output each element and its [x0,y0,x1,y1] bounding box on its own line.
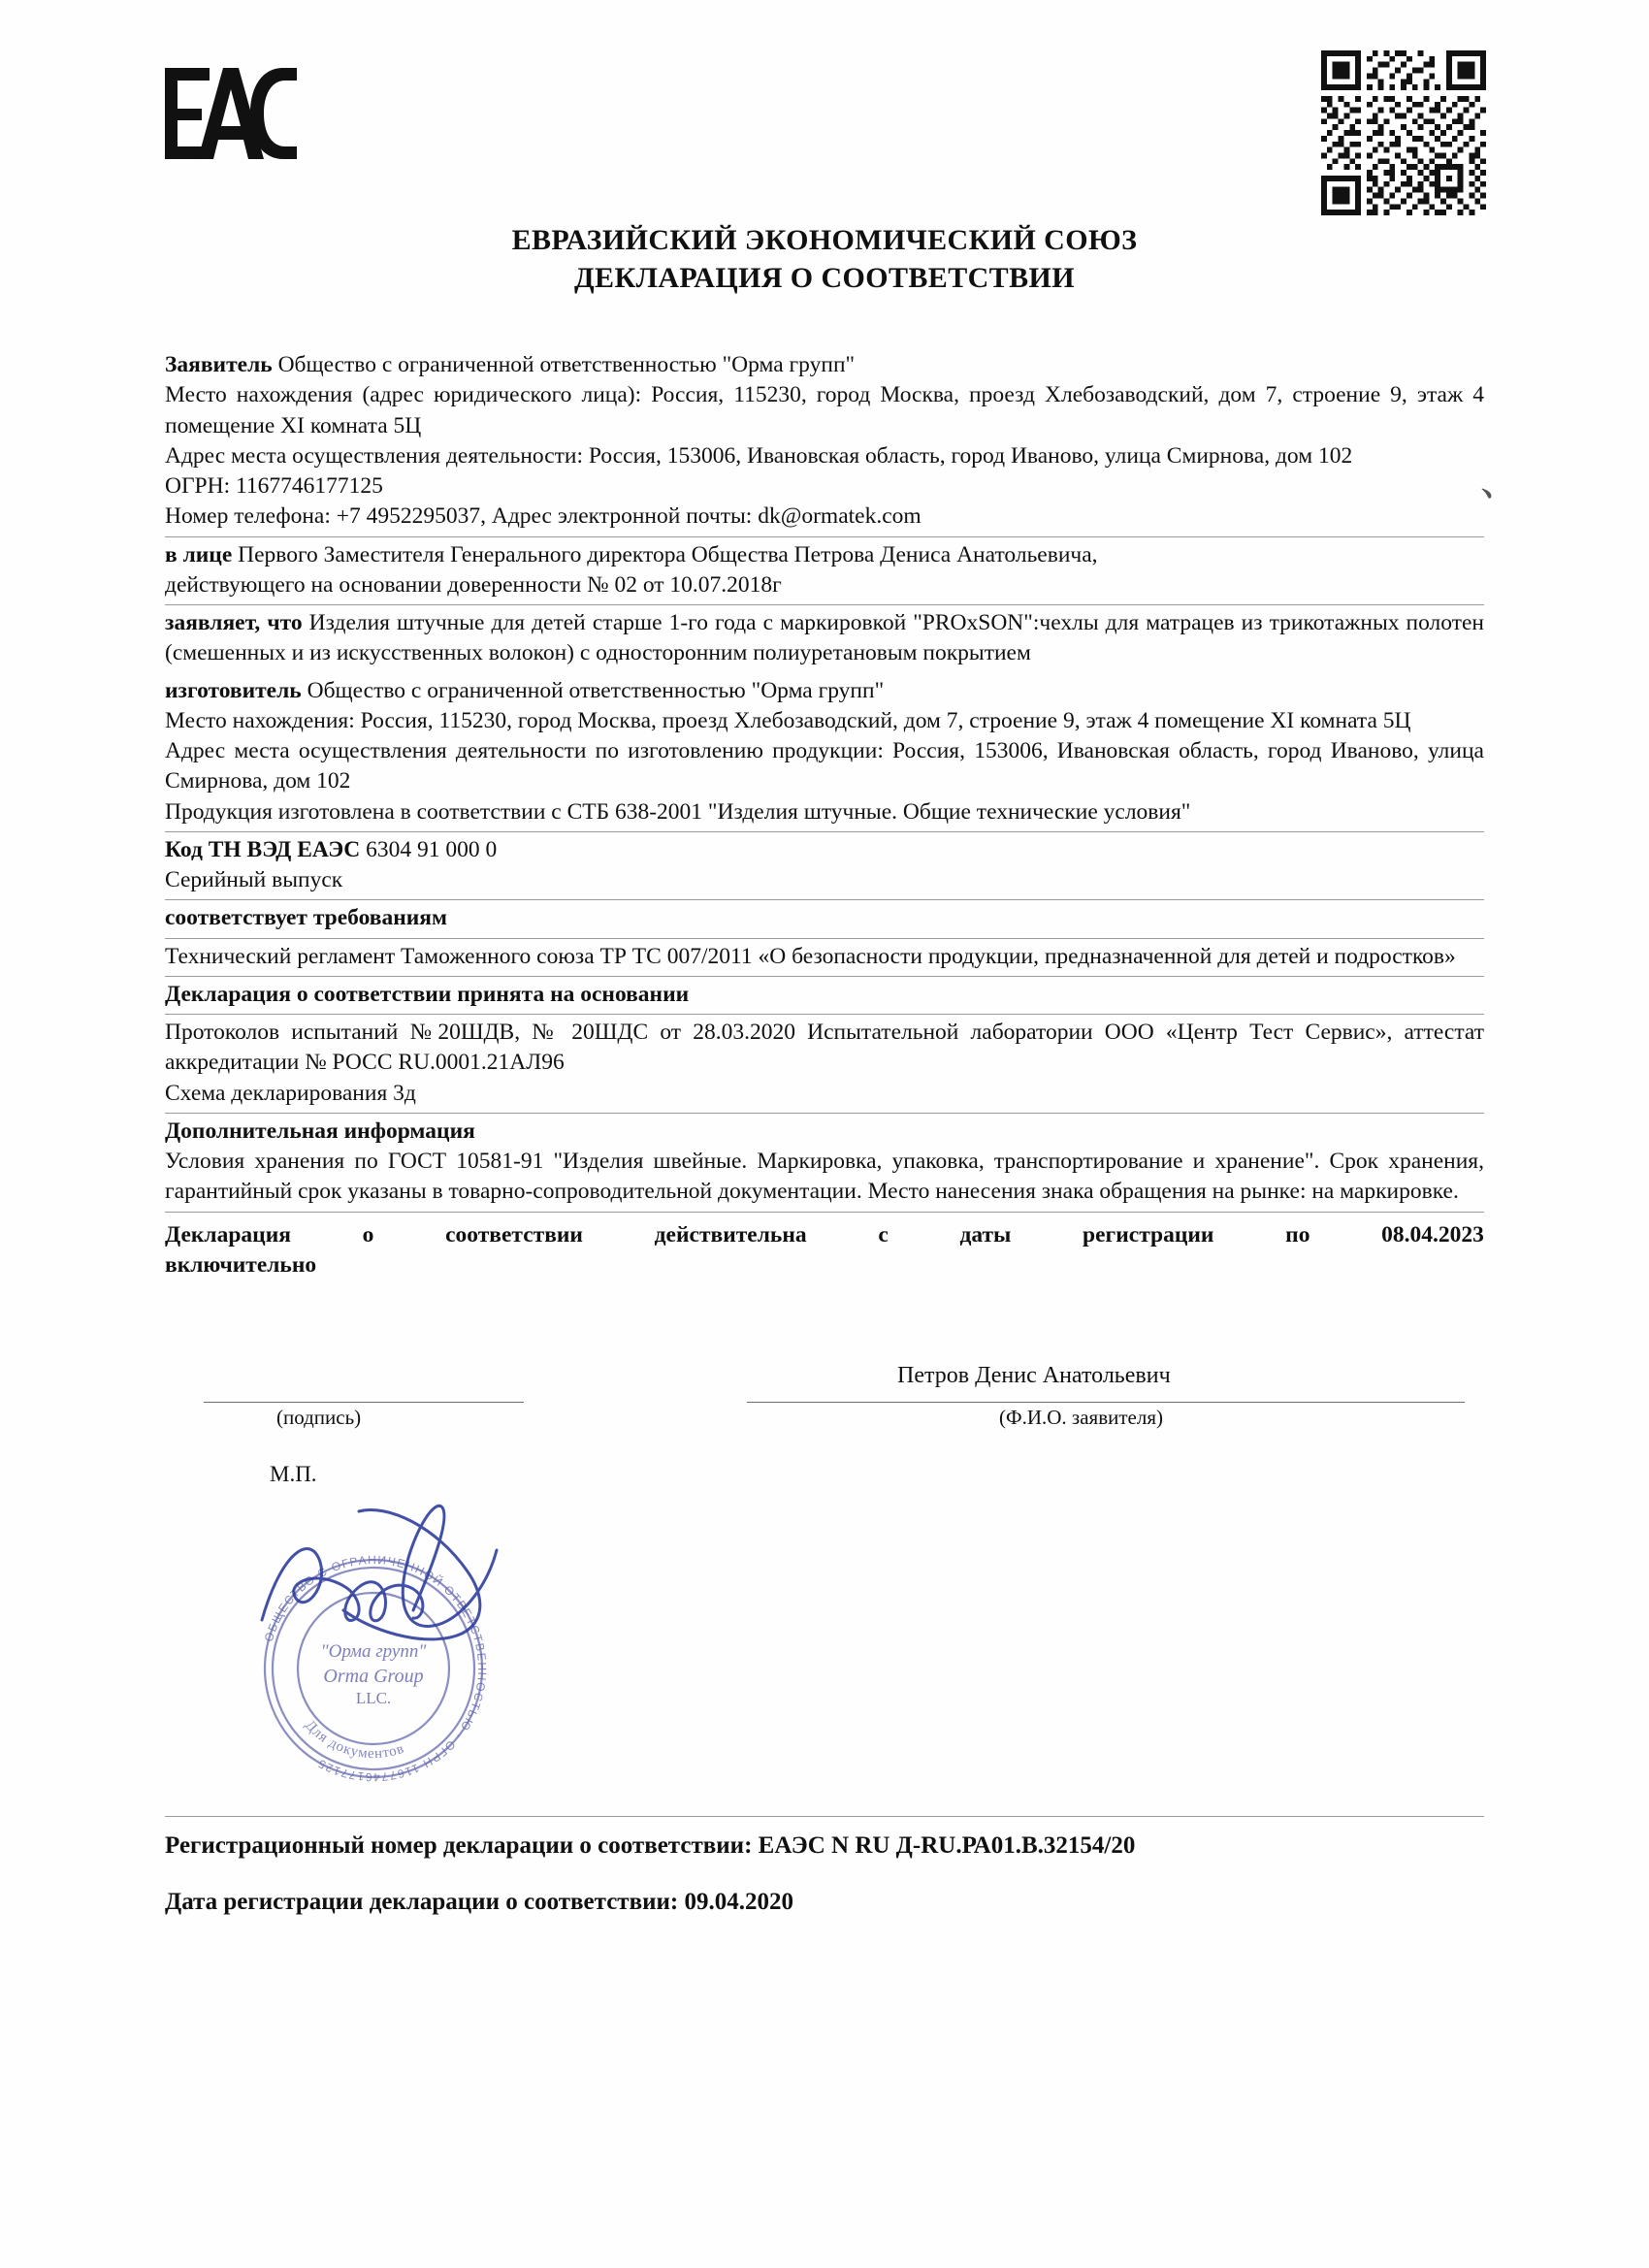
basis-scheme: Схема декларирования 3д [165,1080,416,1106]
representative-line [165,540,1484,570]
validity-tail: включительно [165,1252,317,1279]
applicant-name: Общество с ограниченной ответственностью "Орма групп" [277,352,856,377]
signature-caption-left: (подпись) [276,1405,362,1429]
validity-part-1: Декларация [165,1221,291,1247]
basis-label: Декларация о соответствии принята на основании [165,981,690,1007]
code-label: Код ТН ВЭД ЕАЭС [165,836,361,862]
applicant-contacts: Номер телефона: +7 4952295037, Адрес электронной почты: dk@ormatek.com [165,503,922,530]
applicant-section [165,347,1484,537]
eac-conformity-mark-icon [163,60,299,167]
document-footer [165,1816,1484,1945]
applicant-line [165,350,1484,380]
svg-text:Orma Group: Orma Group [323,1666,424,1687]
validity-part-4: действительна [654,1221,807,1247]
validity-date: 08.04.2023 [1381,1221,1484,1247]
manufacturer-line [165,676,1484,706]
conformity-label: соответствует требованиям [165,905,448,931]
validity-part-2: о [362,1221,374,1247]
footer-rule [165,1816,1484,1817]
declares-line [165,608,1484,669]
representative-label: в лице [165,541,233,567]
signature-block [165,1285,1484,1528]
svg-text:Для документов: Для документов [302,1717,407,1763]
additional-info-section [165,1114,1484,1212]
applicant-ogrn: ОГРН: 1167746177125 [165,473,383,499]
basis-text-section [165,1015,1484,1114]
registration-number: Регистрационный номер декларации о соответствии: ЕАЭС N RU Д-RU.РА01.В.32154/20 [165,1832,1136,1859]
applicant-legal-address: Место нахождения (адрес юридического лица): Россия, 115230, город Москва, проезд Хлебозаводский, дом 7, строение 9, этаж 4 помещение XI комната 5Ц [165,382,1484,438]
representative-basis: действующего на основании доверенности № 02 от 10.07.2018г [165,571,782,598]
validity-part-3: соответствии [445,1221,583,1247]
manufacturer-name: Общество с ограниченной ответственностью "Орма групп" [307,677,885,703]
representative-text: Первого Заместителя Генерального директора Общества Петрова Дениса Анатольевича, [238,541,1098,567]
code-value: 6304 91 000 0 [366,836,498,862]
validity-section [165,1212,1484,1285]
declaration-subject-section [165,605,1484,673]
round-company-stamp-icon [247,1542,500,1795]
title-line-2: ДЕКЛАРАЦИЯ О СООТВЕТСТВИИ [574,262,1075,294]
stamp-placeholder-label: М.П. [270,1461,317,1486]
code-line [165,835,1484,865]
document-body [165,347,1484,1528]
manufacturer-location: Место нахождения: Россия, 115230, город Москва, проезд Хлебозаводский, дом 7, строение 9, этаж 4 помещение XI комната 5Ц [165,707,1411,733]
manufacturer-label: изготовитель [165,677,302,703]
manufacturer-standard: Продукция изготовлена в соответствии с СТБ 638-2001 "Изделия штучные. Общие технические условия" [165,798,1191,825]
manufacturer-production-address: Адрес места осуществления деятельности по изготовлению продукции: Россия, 153006, Ивановская область, город Иваново, улица Смирнова, дом 102 [165,738,1484,794]
additional-label: Дополнительная информация [165,1118,475,1144]
signature-rule-right [747,1402,1465,1403]
conformity-text-section [165,939,1484,977]
signature-caption-right: (Ф.И.О. заявителя) [999,1405,1163,1429]
validity-part-7: регистрации [1083,1221,1214,1247]
validity-part-8: по [1285,1221,1310,1247]
svg-text:LLC.: LLC. [355,1689,392,1707]
qr-code-icon [1321,50,1486,215]
document-title [175,221,1474,297]
validity-part-5: с [878,1221,889,1247]
registration-date: Дата регистрации декларации о соответствии: 09.04.2020 [165,1889,793,1915]
applicant-activity-address: Адрес места осуществления деятельности: Россия, 153006, Ивановская область, город Иваново, улица Смирнова, дом 102 [165,442,1353,469]
declares-text: Изделия штучные для детей старше 1-го года с маркировкой "PROxSON":чехлы для матрацев из трикотажных полотен (смешенных и из искусственных волокон) с односторонним полиуретановым покрытием [165,610,1485,666]
basis-section [165,977,1484,1015]
applicant-label: Заявитель [165,352,273,377]
signer-name: Петров Денис Анатольевич [897,1362,1171,1388]
customs-code-section [165,832,1484,901]
declares-label: заявляет, что [165,610,303,635]
validity-part-6: даты [959,1221,1012,1247]
basis-text: Протоколов испытаний №20ШДВ, № 20ШДС от 28.03.2020 Испытательной лаборатории ООО «Центр Тест Сервис», аттестат аккредитации № РОСС RU.0001.21АЛ96 [165,1020,1484,1076]
svg-text:ОБЩЕСТВО С ОГРАНИЧЕННОЙ ОТВЕТС: ОБЩЕСТВО С ОГРАНИЧЕННОЙ ОТВЕТСТВЕННОСТЬЮ · ОГРН 1167746177125 [261,1552,490,1785]
validity-row [165,1215,1484,1281]
signature-rule-left [204,1402,524,1403]
code-batch: Серийный выпуск [165,867,343,892]
svg-text:"Орма групп": "Орма групп" [320,1641,427,1662]
page-corner-mark: ﹅ [1478,487,1494,502]
title-line-1: ЕВРАЗИЙСКИЙ ЭКОНОМИЧЕСКИЙ СОЮЗ [511,224,1138,256]
conformity-text: Технический регламент Таможенного союза ТР ТС 007/2011 «О безопасности продукции, предназначенной для детей и подростков» [165,943,1456,969]
additional-text: Условия хранения по ГОСТ 10581-91 "Изделия швейные. Маркировка, упаковка, транспортирование и хранение". Срок хранения, гарантийный срок указаны в товарно-сопроводительной документации. Место нанесения знака обращения на рынке: на маркировке. [165,1149,1484,1205]
conformity-section [165,900,1484,938]
representative-section [165,537,1484,606]
manufacturer-section [165,673,1484,832]
